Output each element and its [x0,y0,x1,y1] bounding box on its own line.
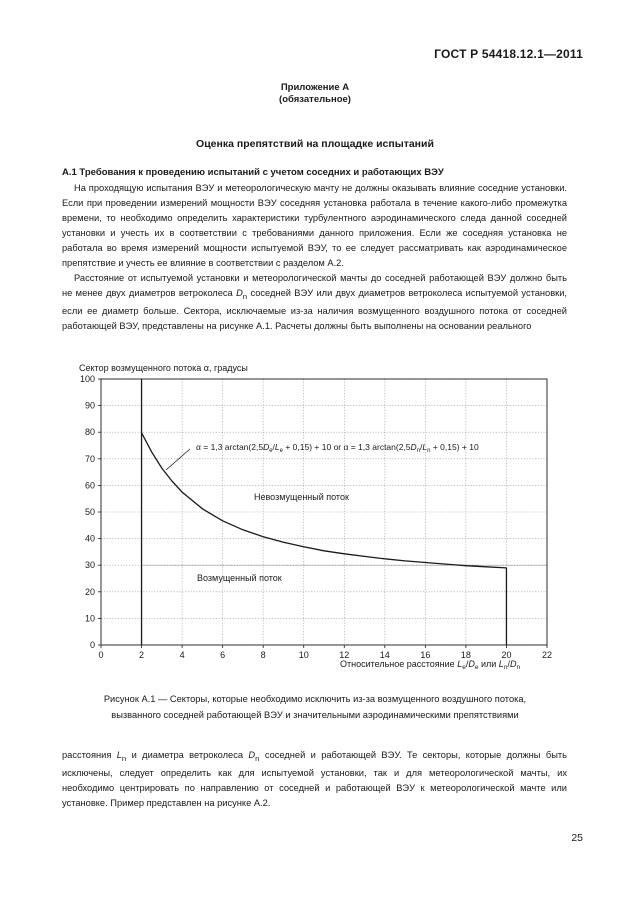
x-tick-label: 0 [98,650,104,660]
paragraph-3: расстояния $L_n$ и диаметра ветроколеса $D_n$ соседней и работающей ВЭУ. Те секторы, которые должны быть исключены, следует определить как для испытуемой установки, так и для метеорологической мачты, их необходимо центрировать по направлению от соседней и работающей ВЭУ к метеорологической мачте или установке. Пример представлен на рисунке А.2. [62,750,567,808]
x-tick-label: 18 [460,650,471,660]
x-tick-label: 4 [179,650,185,660]
y-axis-label: Сектор возмущенного потока α, градусы [79,363,248,373]
body-text-bottom [62,748,567,811]
x-tick-label: 12 [339,650,350,660]
x-tick-label: 6 [220,650,226,660]
chart-ticks [80,374,552,660]
x-tick-label: 16 [420,650,431,660]
y-tick-label: 60 [84,480,95,491]
y-tick-label: 10 [84,613,95,624]
formula-leader-line [166,449,190,470]
appendix-subtitle: (обязательное) [279,94,351,105]
y-tick-label: 40 [84,533,95,544]
undisturbed-flow-label: Невозмущенный поток [254,492,349,502]
subsection-heading: А.1 Требования к проведению испытаний с учетом соседних и работающих ВЭУ [62,167,444,178]
x-tick-label: 8 [260,650,266,660]
y-tick-label: 0 [89,640,95,650]
x-tick-label: 22 [541,650,553,660]
paragraph-1: На проходящую испытания ВЭУ и метеорологическую мачту не должны оказывать влияние соседние установки. Если при проведении измерений мощности ВЭУ соседняя установка работала в течение какого-либо промежутка времени, то необходимо определить характеристики турбулентного аэродинамического следа данной соседней установки и учесть их в соответствии с требованиями данного приложения. Если же соседняя установка не работала во время измерений мощности испытуемой ВЭУ, то ее следует рассматривать как аэродинамическое препятствие и учесть ее влияние в соответствии с разделом А.2. [62,183,567,268]
x-tick-label: 20 [501,650,512,660]
y-tick-label: 90 [84,400,95,411]
x-tick-label: 2 [139,650,145,660]
standard-header: ГОСТ Р 54418.12.1—2011 [434,47,583,61]
paragraph-2: Расстояние от испытуемой установки и метеорологической мачты до соседней работающей ВЭУ должно быть не менее двух диаметров ветроколеса $D_n$ соседней ВЭУ или двух диаметров ветроколеса испытуемой установки, если ее диаметр больше. Сектора, исключаемые из-за наличия возмущенного воздушного потока от соседней работающей ВЭУ, представлены на рисунке А.1. Расчеты должны быть выполнены на основании реального [62,273,567,331]
disturbed-flow-label: Возмущенный поток [197,573,282,583]
chart-grid [101,379,547,645]
section-title: Оценка препятствий на площадке испытаний [196,138,434,150]
y-tick-label: 20 [84,586,95,597]
caption-line-2: вызванного соседней работающей ВЭУ и значительными аэродинамическими препятствиями [111,710,519,720]
y-tick-label: 80 [84,427,95,438]
y-tick-label: 50 [84,507,95,517]
x-axis-label: Относительное расстояние $L_e/D_e$ или $L_n/D_n$ [340,659,521,671]
y-tick-label: 100 [79,374,95,384]
appendix-title: Приложение А [280,82,350,93]
caption-line-1: Рисунок А.1 — Секторы, которые необходимо исключить из-за возмущенного воздушного потока, [103,694,527,704]
y-tick-label: 70 [84,453,95,464]
page-number: 25 [571,832,583,844]
y-tick-label: 30 [84,560,95,571]
x-tick-label: 10 [298,650,309,660]
figure-caption [0,691,630,723]
x-tick-label: 14 [379,650,390,660]
formula-annotation: α = 1,3 $\arctan(2,5D_e/L_e + 0,15) + 10$ or α = 1,3 $\arctan(2,5D_n/L_n + 0,15) + 10$ [196,442,479,454]
